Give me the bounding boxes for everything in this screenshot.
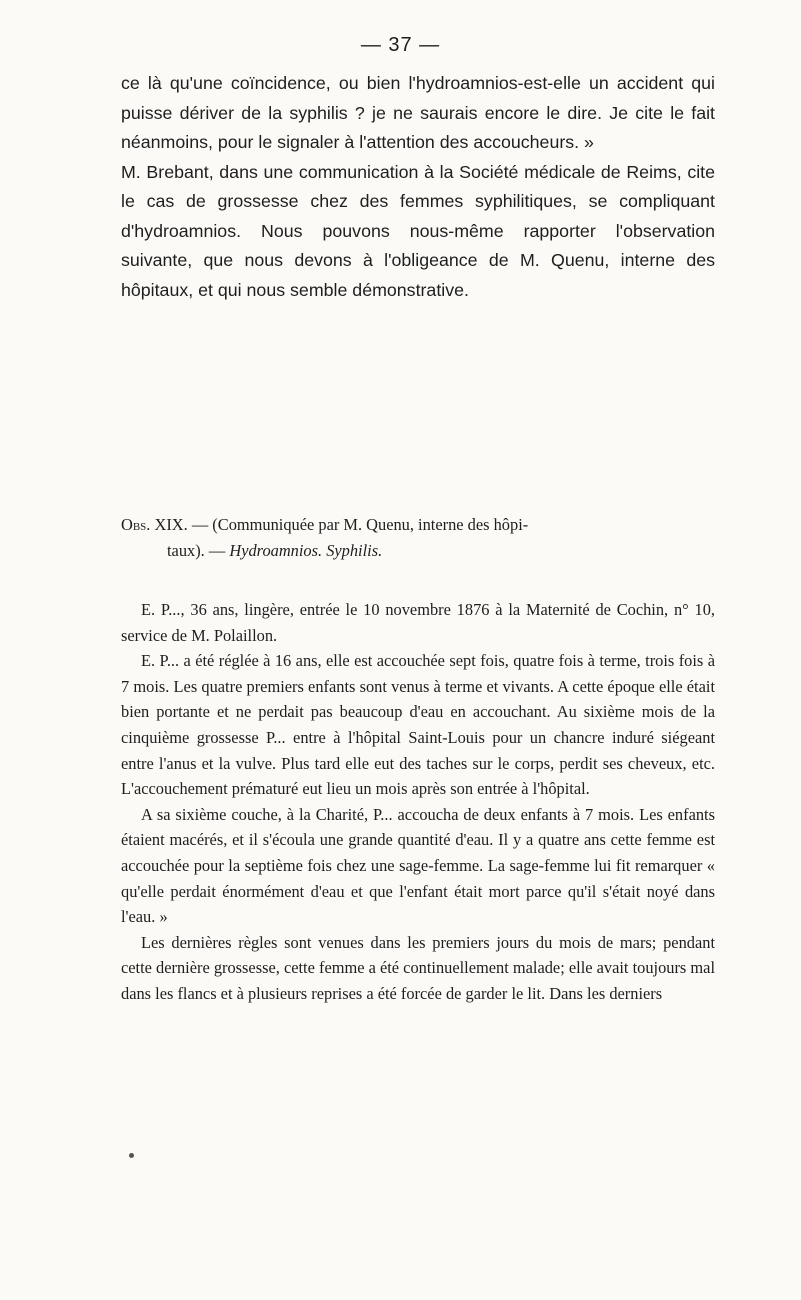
patient-intro: E. P..., 36 ans, lingère, entrée le 10 novembre 1876 à la Maternité de Cochin, n° 10, service de M. Polaillon. (121, 600, 715, 645)
observation-heading-tail (121, 538, 713, 564)
page-mark (129, 1153, 134, 1158)
observation-intro: — (Communiquée par M. Quenu, interne des hôpi- (187, 515, 529, 534)
observation-label: Obs. XIX. (121, 515, 188, 534)
last-pregnancy: Les dernières règles sont venues dans les premiers jours du mois de mars; pendant cette dernière grossesse, cette femme a été continuellement malade; elle avait toujours mal dans les flancs et à plusieurs reprises a été forcée de garder le lit. Dans les derniers (121, 932, 715, 1003)
body-text-upper (121, 69, 715, 305)
paragraph-brebant: M. Brebant, dans une communication à la Société médicale de Reims, cite le cas de grossesse chez des femmes syphilitiques, se compliquant d'hydroamnios. Nous pouvons nous-même rapporter l'observation suivante, que nous devons à l'obligeance de M. Quenu, interne des hôpitaux, et qui nous semble démonstrative. (121, 161, 715, 300)
sixth-delivery: A sa sixième couche, à la Charité, P... accoucha de deux enfants à 7 mois. Les enfants étaient macérés, et il s'écoula une grande quantité d'eau. Il y a quatre ans cette femme est accouchée pour la septième fois chez une sage-femme. La sage-femme lui fit remarquer « qu'elle perdait énormément d'eau et que l'enfant était mort parce qu'il s'était noyé dans l'eau. » (121, 804, 715, 927)
paragraph-continuation: ce là qu'une coïncidence, ou bien l'hydroamnios-est-elle un accident qui puisse dériver de la syphilis ? je ne saurais encore le dire. Je cite le fait néanmoins, pour le signaler à l'attention des accoucheurs. » (121, 73, 715, 152)
patient-history: E. P... a été réglée à 16 ans, elle est accouchée sept fois, quatre fois à terme, trois fois à 7 mois. Les quatre premiers enfants sont venus à terme et vivants. A cette époque elle était bien portante et ne perdait pas beaucoup d'eau en accouchant. Au sixième mois de la cinquième grossesse P... entre à l'hôpital Saint-Louis pour un chancre induré siégeant entre l'anus et la vulve. Plus tard elle eut des taches sur le corps, perdit ses cheveux, etc. L'accouchement prématuré eut lieu un mois après son entrée à l'hôpital. (121, 651, 715, 799)
observation-heading-line (121, 512, 713, 564)
observation-heading (121, 512, 713, 564)
page-number: — 37 — (360, 34, 441, 56)
observation-subject: Hydroamnios. Syphilis. (229, 541, 383, 560)
observation-body (121, 597, 715, 1007)
observation-intro-tail: taux). — (167, 541, 230, 560)
